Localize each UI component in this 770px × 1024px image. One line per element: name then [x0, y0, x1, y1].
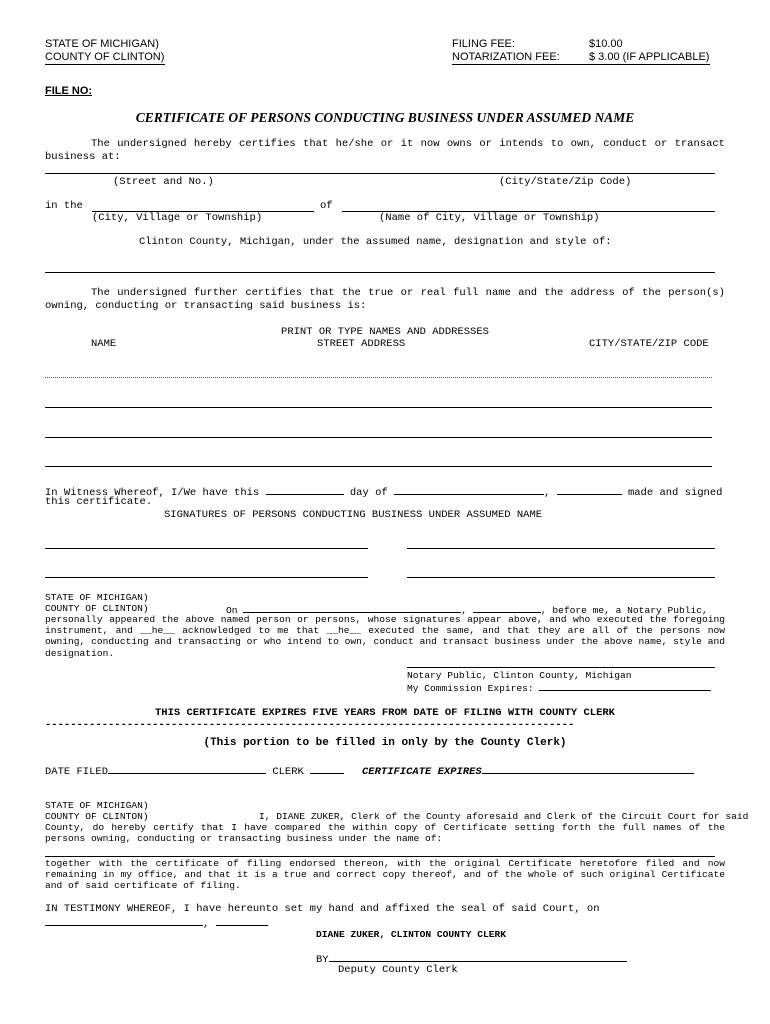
county-line-text: Clinton County, Michigan, under the assumed name, designation and style of: — [139, 236, 612, 248]
city-village-caption: (City, Village or Township) — [92, 212, 263, 224]
clerk-portion-heading: (This portion to be filled in only by the County Clerk) — [203, 737, 567, 749]
signatures-heading: SIGNATURES OF PERSONS CONDUCTING BUSINESS UNDER ASSUMED NAME — [164, 509, 543, 521]
expires-notice: THIS CERTIFICATE EXPIRES FIVE YEARS FROM DATE OF FILING WITH COUNTY CLERK — [155, 707, 615, 719]
filing-fee-value: $10.00 — [589, 38, 623, 50]
column-name: NAME — [91, 338, 117, 350]
deputy-clerk-label: Deputy County Clerk — [338, 964, 458, 976]
day-of-label: day of — [349, 487, 388, 499]
witness-day-blank[interactable] — [266, 484, 344, 495]
header-state: STATE OF MICHIGAN) — [45, 38, 159, 50]
owner-line-4[interactable] — [45, 466, 712, 467]
clerk-certify-first: I, DIANE ZUKER, Clerk of the County aforesaid and Clerk of the Circuit Court for said — [259, 811, 749, 822]
notary-comma: , — [461, 605, 468, 616]
city-state-zip-caption: (City/State/Zip Code) — [499, 176, 632, 188]
certificate-title: CERTIFICATE OF PERSONS CONDUCTING BUSINESS UNDER ASSUMED NAME — [135, 110, 635, 125]
notary-signature-line[interactable] — [407, 667, 715, 668]
assumed-name-line[interactable] — [45, 272, 715, 273]
testimony-text: IN TESTIMONY WHEREOF, I have hereunto set my hand and affixed the seal of said Court, on — [45, 903, 600, 915]
column-city-state-zip: CITY/STATE/ZIP CODE — [589, 338, 709, 350]
testimony-date-blank[interactable] — [45, 915, 203, 926]
owner-line-1[interactable] — [45, 377, 712, 378]
intro-paragraph: The undersigned hereby certifies that he/she or it now owns or intends to own, conduct or transact business at: — [45, 138, 725, 163]
owner-line-3[interactable] — [45, 437, 712, 438]
commission-expires-blank[interactable] — [539, 681, 711, 691]
signature-line-2[interactable] — [407, 548, 715, 549]
made-and-signed-label: made and signed — [627, 487, 723, 499]
by-signature-blank[interactable] — [329, 951, 627, 962]
testimony-date-line — [45, 915, 268, 930]
clerk-state: STATE OF MICHIGAN) — [45, 800, 149, 811]
certificate-expires-blank[interactable] — [482, 763, 694, 774]
clerk-county: COUNTY OF CLINTON) — [45, 811, 149, 822]
commission-expires-label: My Commission Expires: — [407, 683, 534, 694]
testimony-comma: , — [203, 918, 210, 930]
testimony-year-blank[interactable] — [216, 915, 268, 926]
print-or-type-heading: PRINT OR TYPE NAMES AND ADDRESSES — [281, 326, 489, 338]
notary-state: STATE OF MICHIGAN) — [45, 592, 149, 603]
clerk-assumed-name-line[interactable] — [45, 856, 715, 857]
notary-paragraph: personally appeared the above named person or persons, whose signatures appear above, and who executed the foregoing instrument, and __he__ acknowledged to me that __he__ executed the same, and that they are all of the persons now owning, conducting and transacting or who intend to own, conduct and transact business under the above name, style and designation. — [45, 614, 725, 659]
notary-date-blank[interactable] — [243, 603, 461, 613]
signature-line-3[interactable] — [45, 577, 368, 578]
date-filed-blank[interactable] — [108, 763, 266, 774]
notary-public-label: Notary Public, Clinton County, Michigan — [407, 670, 632, 681]
filing-fee-label: FILING FEE: — [452, 38, 515, 50]
further-certifies-paragraph: The undersigned further certifies that the true or real full name and the address of the person(s) owning, conducting or transacting said business is: — [45, 287, 725, 312]
clerk-blank[interactable] — [310, 763, 344, 774]
witness-comma: , — [544, 487, 551, 499]
witness-year-blank[interactable] — [557, 484, 622, 495]
date-filed-label: DATE FILED — [45, 766, 109, 778]
owner-line-2[interactable] — [45, 407, 712, 408]
certificate-expires-label: CERTIFICATE EXPIRES — [362, 766, 482, 778]
date-filed-line — [45, 763, 344, 778]
street-caption: (Street and No.) — [113, 176, 214, 188]
clerk-signer: DIANE ZUKER, CLINTON COUNTY CLERK — [316, 929, 506, 940]
in-the-label: in the — [45, 200, 83, 212]
file-no-label: FILE NO: — [45, 85, 93, 97]
clerk-label: CLERK — [272, 766, 304, 778]
name-of-city-caption: (Name of City, Village or Township) — [379, 212, 600, 224]
witness-month-blank[interactable] — [394, 484, 544, 495]
signature-line-1[interactable] — [45, 548, 368, 549]
header-county: COUNTY OF CLINTON) — [45, 51, 165, 63]
notary-year-blank[interactable] — [473, 603, 541, 613]
notary-before-me: , before me, a Notary Public, — [540, 605, 708, 616]
business-address-line[interactable] — [45, 173, 715, 174]
certificate-expires-line — [362, 763, 694, 778]
together-paragraph: together with the certificate of filing endorsed thereon, with the original Certificate heretofore filed and now remaining in my office, and that it is a true and correct copy thereof, and of the whole of such original Certificate and of said certificate of filing. — [45, 858, 725, 892]
signature-line-4[interactable] — [407, 577, 715, 578]
dashed-separator: ------------------------------------------------------------------------------------ — [45, 719, 575, 731]
column-street-address: STREET ADDRESS — [317, 338, 406, 350]
commission-expires-line — [407, 681, 711, 694]
in-witness-label: In Witness Whereof, I/We have this — [45, 487, 260, 499]
by-label: BY — [316, 954, 329, 966]
notary-on-label: On — [226, 605, 238, 616]
notary-county: COUNTY OF CLINTON) — [45, 603, 149, 614]
notarization-fee-label: NOTARIZATION FEE: — [452, 51, 560, 63]
clerk-certify-rest: County, do hereby certify that I have compared the within copy of Certificate setting forth the full names of the persons owning, conducting or transacting business under the name of: — [45, 822, 725, 845]
header-left-rule — [45, 64, 165, 65]
this-certificate-text: this certificate. — [45, 496, 153, 508]
notarization-fee-value: $ 3.00 (IF APPLICABLE) — [589, 51, 710, 63]
of-label: of — [320, 200, 333, 212]
header-right-rule — [452, 64, 710, 65]
